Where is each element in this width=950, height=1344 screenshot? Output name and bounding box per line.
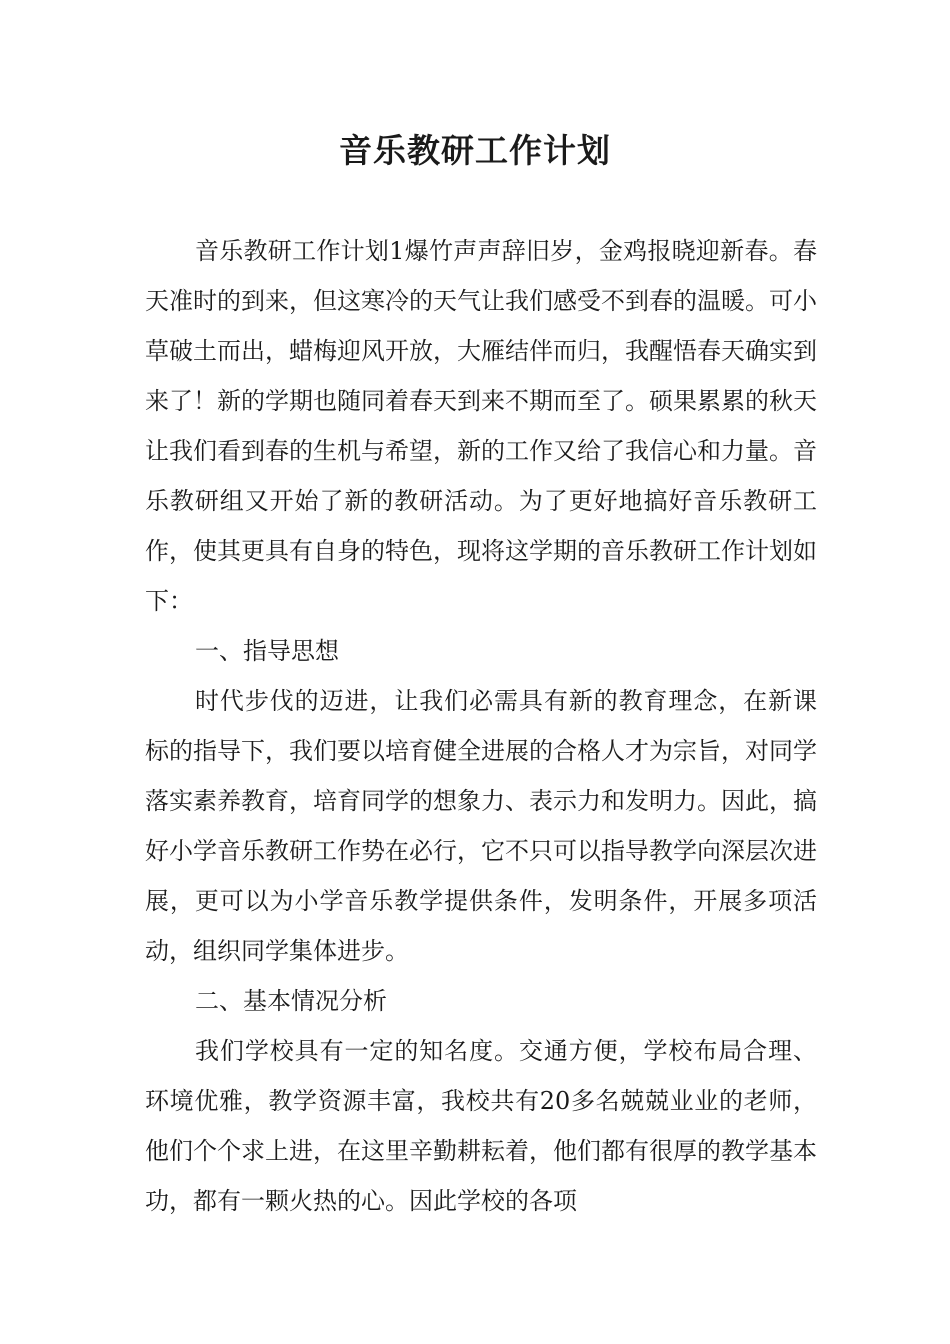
paragraph-basic-situation: 我们学校具有一定的知名度。交通方便，学校布局合理、环境优雅，教学资源丰富，我校共有20多名兢兢业业的老师，他们个个求上进，在这里辛勤耕耘着，他们都有很厚的教学基本功，都有一颗火热的心。因此学校的各项 xyxy=(145,1037,817,1215)
paragraph-guiding-ideology: 时代步伐的迈进，让我们必需具有新的教育理念，在新课标的指导下，我们要以培育健全进展的合格人才为宗旨，对同学落实素养教育，培育同学的想象力、表示力和发明力。因此，搞好小学音乐教研工作势在必行，它不只可以指导教学向深层次进展，更可以为小学音乐教学提供条件，发明条件，开展多项活动，组织同学集体进步。 xyxy=(145,687,817,965)
document-body xyxy=(145,226,817,1226)
heading-guiding-ideology: 一、指导思想 xyxy=(195,637,339,665)
paragraph-intro: 音乐教研工作计划1爆竹声声辞旧岁，金鸡报晓迎新春。春天准时的到来，但这寒冷的天气让我们感受不到春的温暖。可小草破土而出，蜡梅迎风开放，大雁结伴而归，我醒悟春天确实到来了！新的学期也随同着春天到来不期而至了。硕果累累的秋天让我们看到春的生机与希望，新的工作又给了我信心和力量。音乐教研组又开始了新的教研活动。为了更好地搞好音乐教研工作，使其更具有自身的特色，现将这学期的音乐教研工作计划如下： xyxy=(145,237,817,615)
heading-basic-situation: 二、基本情况分析 xyxy=(195,987,387,1015)
document-title: 音乐教研工作计划 xyxy=(339,131,611,170)
